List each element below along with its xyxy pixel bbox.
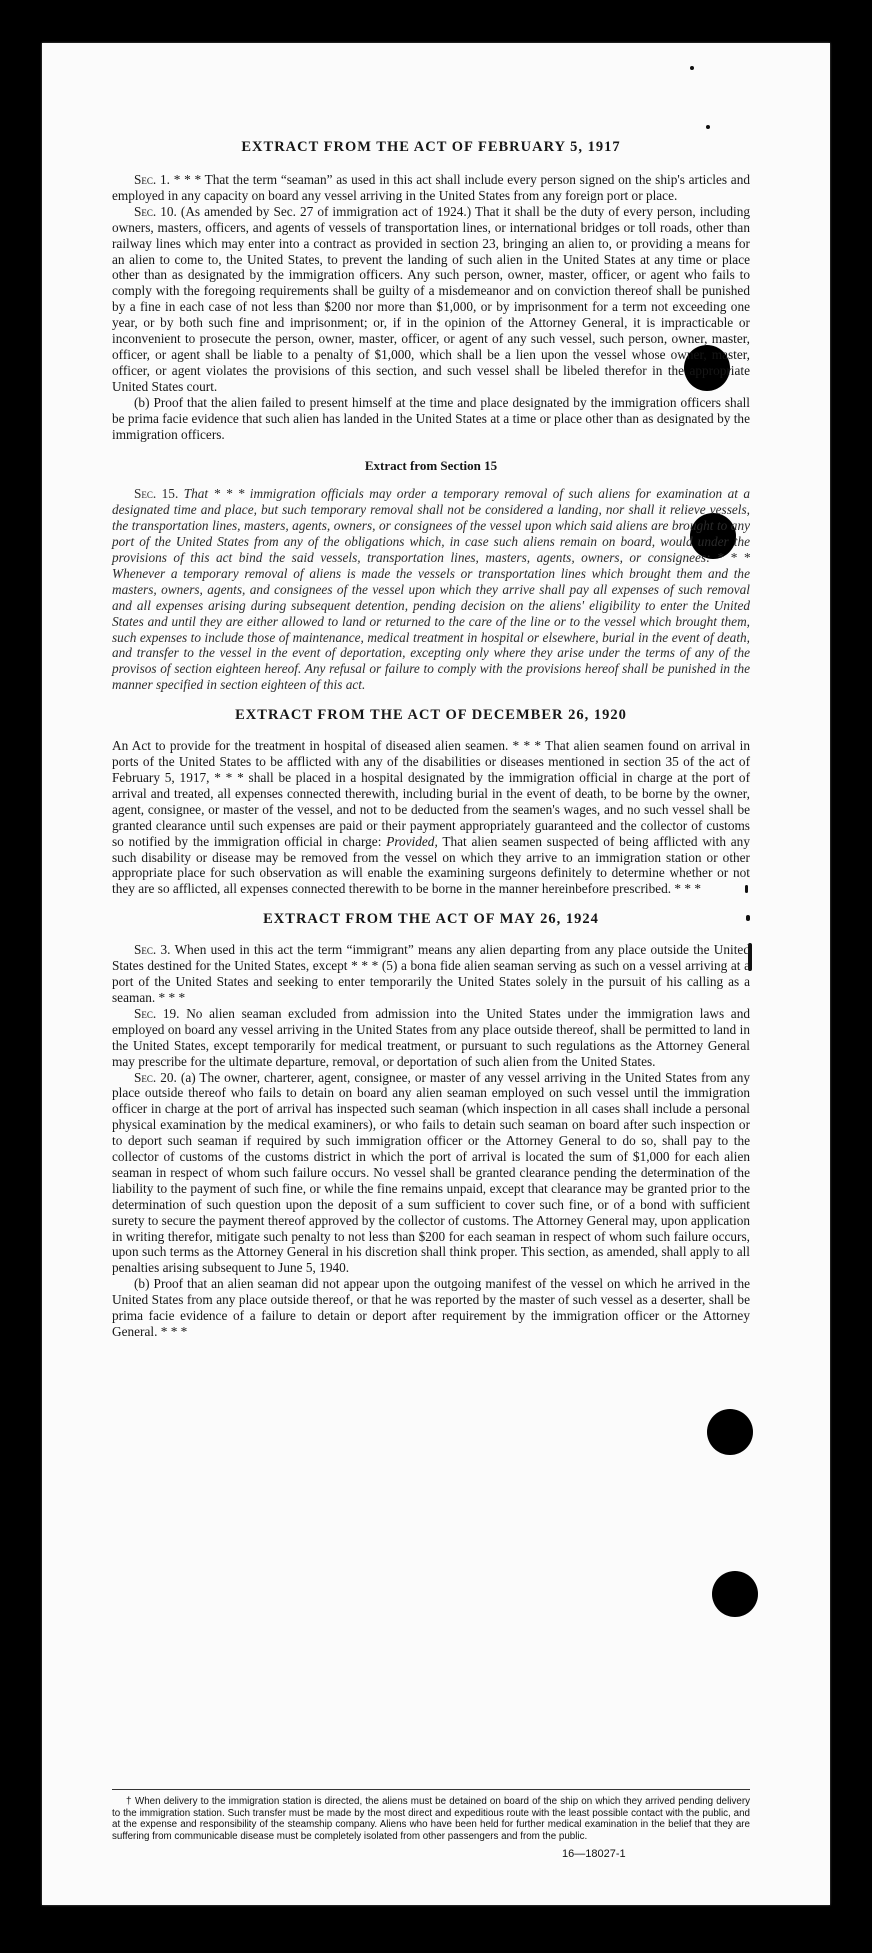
sec-20-paragraph	[112, 1070, 750, 1277]
speck	[690, 66, 694, 70]
sec-1-paragraph	[112, 172, 750, 204]
sec-15-paragraph	[112, 486, 750, 693]
sec-3-label: Sec. 3.	[134, 942, 171, 958]
sec-19-text: No alien seaman excluded from admission into the United States under the immigration laws and employed on board any vessel arriving in the United States from any place outside thereof, shall be permitted to land in the United States, except temporarily for medical treatment, or pursuant to such regulations as the Attorney General may prescribe for the ultimate departure, removal, or deportation of such alien from the United States.	[112, 1005, 750, 1069]
header-act-1917: EXTRACT FROM THE ACT OF FEBRUARY 5, 1917	[241, 139, 621, 155]
provided-word: Provided,	[386, 833, 438, 849]
sec-19-label: Sec. 19.	[134, 1005, 180, 1021]
header-section-15: Extract from Section 15	[364, 458, 498, 474]
footnote	[112, 1789, 750, 1842]
speck	[706, 125, 710, 129]
sec-20-label: Sec. 20.	[134, 1069, 177, 1085]
act-1920-paragraph	[112, 738, 750, 897]
form-number: 16—18027-1	[562, 1848, 626, 1860]
header-act-1920: EXTRACT FROM THE ACT OF DECEMBER 26, 1920	[235, 707, 627, 724]
sec-3-text: When used in this act the term “immigrant” means any alien departing from any place outside the United States destined for the United States, except * * * (5) a bona fide alien seaman serving as such on a vessel arriving at a port of the United States and seeking to enter temporarily the United States solely in the pursuit of his calling as a seaman. * * *	[112, 942, 750, 1005]
sec-10-text: (As amended by Sec. 27 of immigration act of 1924.) That it shall be the duty of every person, including owners, masters, officers, and agents of vessels of transportation lines, or international bridges or toll roads, other than railway lines which may enter into a contract as provided in section 23, bringing an alien to, or providing a means for an alien to come to, the United States, to prevent the landing of such alien in the United States at any time or place other than as designated by the immigration officers. Any such person, owner, master, officer, or agent who fails to comply with the foregoing requirements shall be guilty of a misdemeanor and on conviction thereof shall be punished by a fine in each case of not less than $200 nor more than $1,000, or by imprisonment for a term not exceeding one year, or by both such fine and imprisonment; or, if in the opinion of the Attorney General, it is impracticable or inconvenient to prosecute the person, owner, master, officer, or agent of any such vessel, such person, owner, master, officer, or agent shall be liable to a penalty of $1,000, which shall be a lien upon the vessel whose owner, master, officer, or agent violates the provisions of this section, and such vessel shall be libeled therefor in the appropriate United States court.	[112, 203, 751, 394]
punch-hole	[712, 1571, 758, 1617]
punch-hole	[707, 1409, 753, 1455]
sec-1-text: * * * That the term “seaman” as used in this act shall include every person signed on the ship's articles and employed in any capacity on board any vessel arriving in the United States from any foreign port or place.	[112, 172, 750, 203]
act-1920-provided-text: That alien seamen suspected of being afflicted with any such disability or disease may be removed from the vessel on which they arrive to an immigration station or other appropriate place for such observation as will enable the examining surgeons definitely to determine whether or not they are so afflicted, all expenses connected therewith to be borne in the manner hereinbefore prescribed. * * *	[112, 833, 750, 897]
sec-15-label: Sec. 15.	[134, 486, 179, 502]
sec-20b-paragraph: (b) Proof that an alien seaman did not appear upon the outgoing manifest of the vessel on which he arrived in the United States from any place outside thereof, or that he was reported by the master of such vessel as a deserter, shall be prima facie evidence of a failure to detain or deport after requirement by the immigration officer or the Attorney General. * * *	[112, 1276, 750, 1339]
act-1920-text: An Act to provide for the treatment in hospital of diseased alien seamen. * * * That alien seamen found on arrival in ports of the United States to be afflicted with any of the disabilities or diseases mentioned in section 35 of the act of February 5, 1917, * * * shall be placed in a hospital designated by the immigration official in charge at the port of arrival and treated, all expenses connected therewith, including burial in the event of death, to be borne by the owner, agent, consignee, or master of the vessel, and not to be deducted from the seamen's wages, and no such vessel shall be granted clearance until such expenses are paid or their payment appropriately guaranteed and the collector of customs so notified by the immigration official in charge:	[112, 738, 750, 849]
document-page	[42, 43, 830, 1905]
document-body	[112, 139, 750, 1340]
sec-10-label: Sec. 10.	[134, 203, 177, 219]
header-act-1924: EXTRACT FROM THE ACT OF MAY 26, 1924	[263, 911, 599, 928]
footnote-text: † When delivery to the immigration station is directed, the aliens must be detained on board of the ship on which they arrived pending delivery to the immigration station. Such transfer must be made by the most direct and expeditious route with the least possible contact with the public, and at the expense and responsibility of the steamship company. Aliens who have been held for further medical examination in the belief that they are suffering from communicable disease must be completely isolated from other passengers and from the public.	[112, 1796, 750, 1842]
sec-19-paragraph	[112, 1006, 750, 1070]
sec-20-text: (a) The owner, charterer, agent, consignee, or master of any vessel arriving in the United States from any place outside thereof who fails to detain on board any alien seaman employed on such vessel until the immigration officer in charge at the port of arrival has inspected such seaman (which inspection in all cases shall include a personal physical examination by the medical examiners), or who fails to detain such seaman on board after such inspection or to deport such seaman if required by such immigration officer or the Attorney General to do so, shall pay to the collector of customs of the customs district in which the port of arrival is located the sum of $1,000 for each alien seaman in respect of whom such failure occurs. No vessel shall be granted clearance pending the determination of the liability to the payment of such fine, or while the fine remains unpaid, except that clearance may be granted prior to the determination of such question upon the deposit of a sum sufficient to cover such fine, or of a bond with sufficient surety to secure the payment thereof approved by the collector of customs. The Attorney General may, upon application in writing therefor, mitigate such penalty to not less than $200 for each seaman in respect of whom such failure occurs, upon such terms as the Attorney General in his discretion shall think proper. This section, as amended, shall apply to all penalties arising subsequent to June 5, 1940.	[112, 1069, 751, 1276]
sec-10-paragraph	[112, 204, 750, 395]
sec-10b-paragraph: (b) Proof that the alien failed to present himself at the time and place designated by the immigration officers shall be prima facie evidence that such alien has landed in the United States at a time or place other than as designated by the immigration officers.	[112, 394, 750, 442]
sec-1-label: Sec. 1.	[134, 172, 170, 187]
sec-3-paragraph	[112, 942, 750, 1006]
sec-15-text: That * * * immigration officials may order a temporary removal of such aliens for examination at a designated time and place, but such temporary removal shall not be considered a landing, nor shall it relieve vessels, the transportation lines, masters, agents, owners, or consignees of the vessel upon which said aliens are brought to any port of the United States from any of the obligations which, in case such aliens remain on board, would under the provisions of this act bind the said vessels, transportation lines, masters, agents, owners, or consignees: * * * Whenever a temporary removal of aliens is made the vessels or transportation lines which brought them and the masters, owners, agents, and consignees of the vessel upon which they arrive shall pay all expenses of such removal and all expenses arising during subsequent detention, pending decision on the aliens' eligibility to enter the United States and until they are either allowed to land or returned to the care of the line or to the vessel which brought them, such expenses to include those of maintenance, medical treatment in hospital or elsewhere, burial in the event of death, and transfer to the vessel in the event of deportation, excepting only where they arise under the terms of any of the provisos of section eighteen hereof. Any refusal or failure to comply with the provisions hereof shall be punished in the manner specified in section eighteen of this act.	[112, 486, 750, 693]
